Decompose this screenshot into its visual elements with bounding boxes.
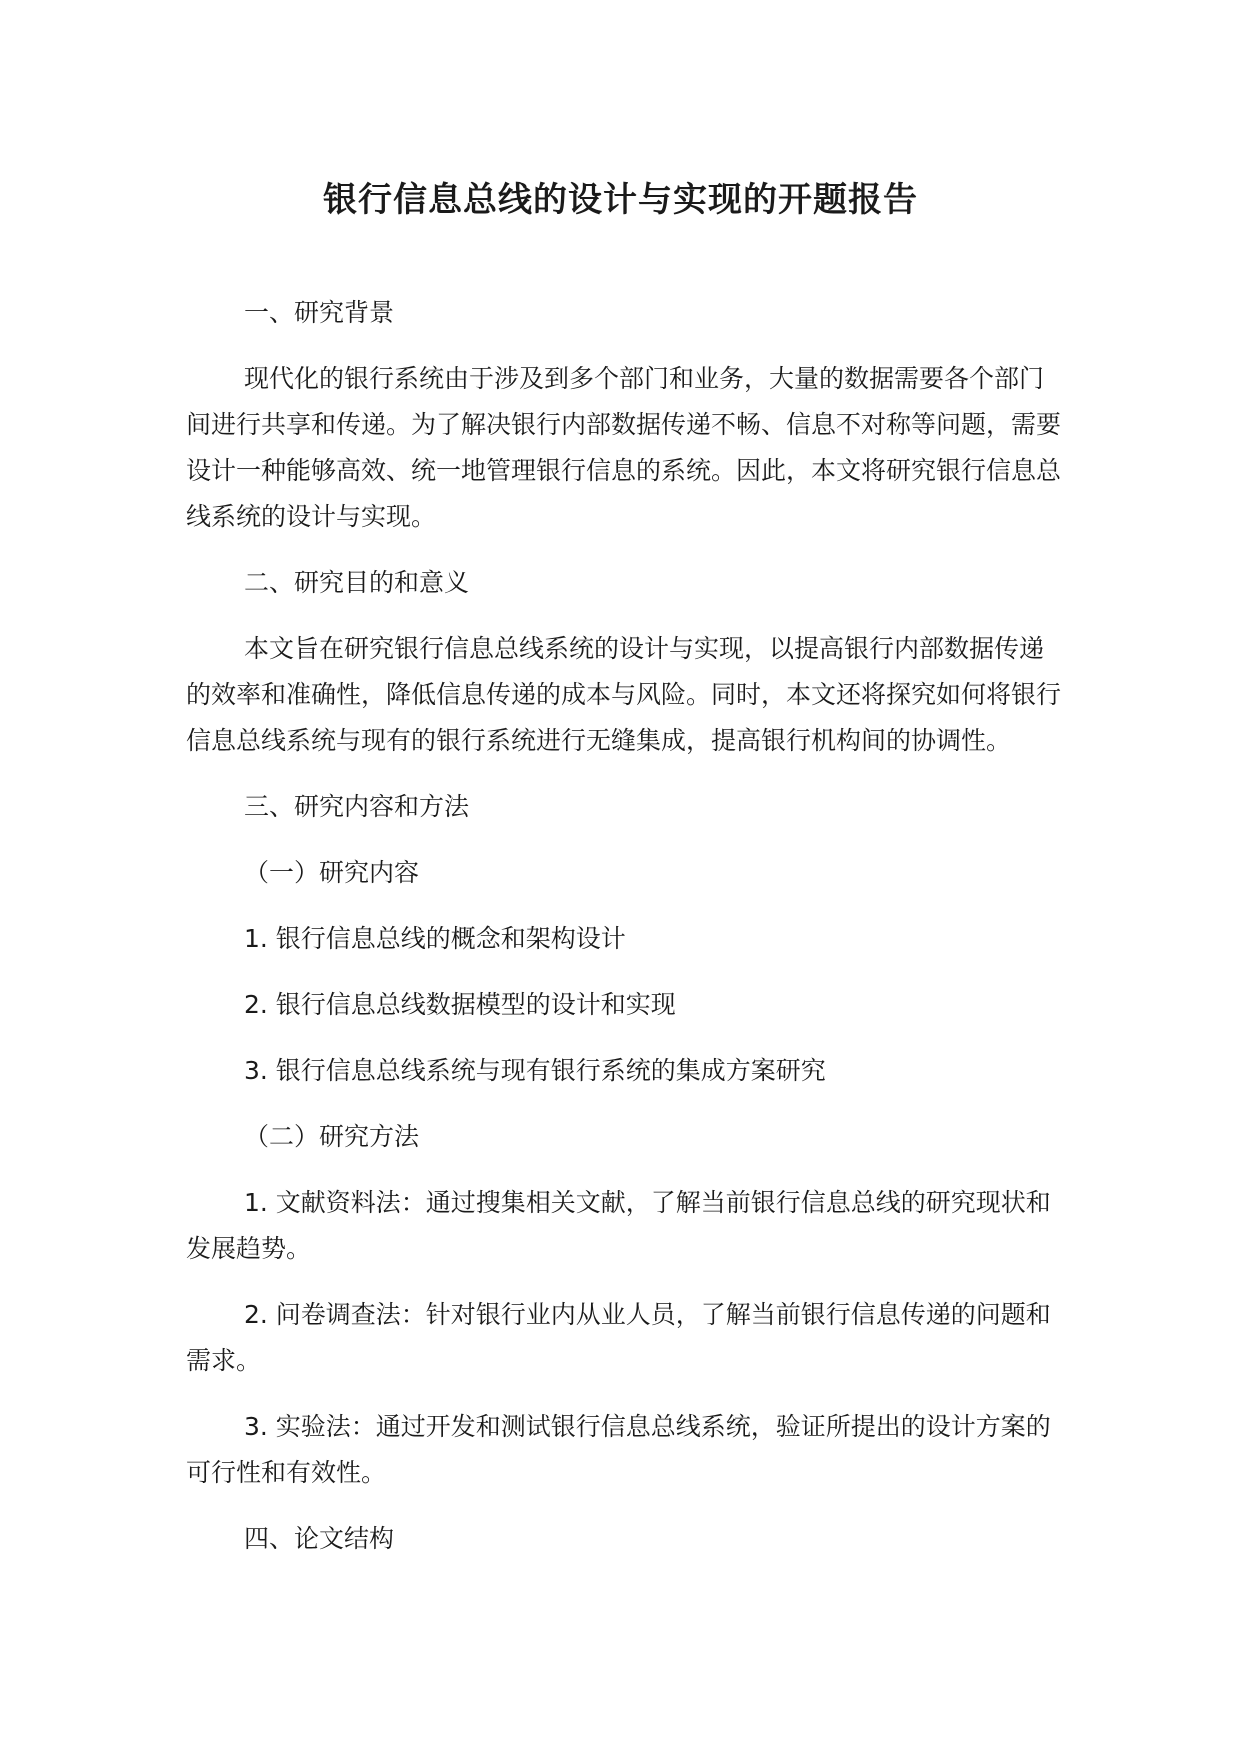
document-title: 银行信息总线的设计与实现的开题报告 [323, 180, 918, 220]
section-heading-purpose: 二、研究目的和意义 [244, 568, 470, 597]
subsection-heading-methods: （二）研究方法 [244, 1122, 420, 1151]
list-item-method-2: 2. 问卷调查法：针对银行业内从业人员，了解当前银行信息传递的问题和需求。 [186, 1300, 1051, 1375]
subsection-heading-content: （一）研究内容 [244, 858, 420, 887]
section-heading-content-methods: 三、研究内容和方法 [244, 792, 470, 821]
paragraph-background: 现代化的银行系统由于涉及到多个部门和业务，大量的数据需要各个部门间进行共享和传递。为了解决银行内部数据传递不畅、信息不对称等问题，需要设计一种能够高效、统一地管理银行信息的系统。因此，本文将研究银行信息总线系统的设计与实现。 [186, 364, 1062, 531]
paragraph-purpose: 本文旨在研究银行信息总线系统的设计与实现，以提高银行内部数据传递的效率和准确性，降低信息传递的成本与风险。同时，本文还将探究如何将银行信息总线系统与现有的银行系统进行无缝集成，提高银行机构间的协调性。 [186, 634, 1062, 755]
list-item-method-3: 3. 实验法：通过开发和测试银行信息总线系统，验证所提出的设计方案的可行性和有效性。 [186, 1412, 1051, 1487]
document-body [186, 290, 1066, 1562]
list-item-content-1: 1. 银行信息总线的概念和架构设计 [244, 924, 626, 953]
section-heading-structure: 四、论文结构 [244, 1524, 395, 1553]
section-heading-background: 一、研究背景 [244, 298, 395, 327]
list-item-method-1: 1. 文献资料法：通过搜集相关文献，了解当前银行信息总线的研究现状和发展趋势。 [186, 1188, 1051, 1263]
list-item-content-2: 2. 银行信息总线数据模型的设计和实现 [244, 990, 676, 1019]
list-item-content-3: 3. 银行信息总线系统与现有银行系统的集成方案研究 [244, 1056, 826, 1085]
